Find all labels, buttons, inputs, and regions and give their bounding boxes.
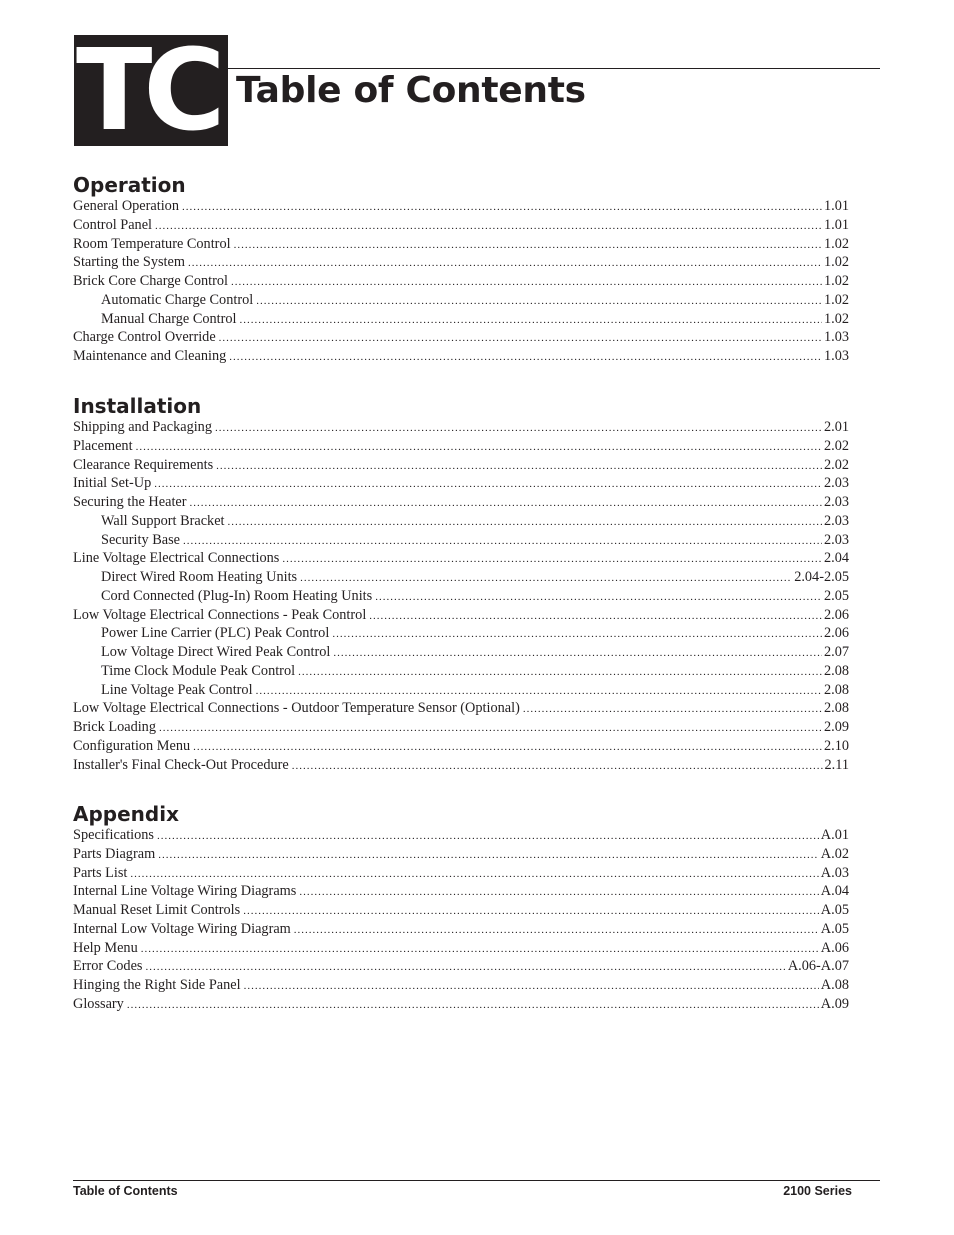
- dot-leader: [243, 902, 819, 921]
- toc-list: [73, 418, 849, 774]
- toc-entry[interactable]: [73, 474, 849, 493]
- dot-leader: [333, 644, 822, 663]
- toc-entry[interactable]: [73, 328, 849, 347]
- toc-entry-page: A.06-A.07: [787, 958, 849, 975]
- toc-entry-label: Automatic Charge Control: [101, 291, 254, 308]
- footer-rule: [73, 1180, 880, 1181]
- toc-entry-page: 2.11: [824, 756, 849, 773]
- toc-entry-label: Help Menu: [73, 939, 138, 956]
- dot-leader: [155, 217, 822, 236]
- toc-entry-page: 2.09: [823, 719, 849, 735]
- toc-list: [73, 826, 849, 1014]
- toc-entry[interactable]: [73, 437, 849, 456]
- toc-entry-page: A.06: [820, 939, 849, 956]
- toc-entry-label: Line Voltage Electrical Connections: [73, 550, 280, 567]
- toc-entry-page: A.09: [820, 995, 849, 1012]
- toc-entry-page: 2.03: [823, 512, 849, 529]
- footer-series: 2100 Series: [783, 1184, 852, 1198]
- toc-entry[interactable]: [73, 939, 849, 958]
- toc-entry[interactable]: [73, 606, 849, 625]
- toc-list: [73, 197, 849, 366]
- toc-entry-page: 2.06: [823, 625, 849, 642]
- toc-entry-label: Placement: [73, 437, 133, 454]
- dot-leader: [158, 846, 819, 865]
- dot-leader: [294, 921, 819, 940]
- section-installation: [73, 394, 849, 774]
- toc-entry-page: 2.04: [823, 550, 849, 567]
- dot-leader: [183, 532, 822, 551]
- toc-entry-page: 2.03: [823, 494, 849, 510]
- toc-entry[interactable]: [73, 882, 849, 901]
- toc-entry[interactable]: [73, 587, 849, 606]
- dot-leader: [298, 663, 822, 682]
- tc-badge-text: TC: [76, 35, 217, 146]
- dot-leader: [219, 329, 822, 348]
- dot-leader: [130, 865, 818, 884]
- toc-entry[interactable]: [73, 662, 849, 681]
- toc-entry-page: 1.02: [823, 273, 849, 289]
- toc-entry-label: Installer's Final Check-Out Procedure: [73, 756, 289, 773]
- toc-entry[interactable]: [73, 995, 849, 1014]
- toc-entry-page: 2.08: [823, 662, 849, 679]
- toc-entry[interactable]: [73, 718, 849, 737]
- dot-leader: [182, 198, 822, 217]
- toc-entry-label: Internal Line Voltage Wiring Diagrams: [73, 883, 297, 900]
- toc-entry-page: A.02: [820, 845, 849, 862]
- section-heading: Installation: [73, 394, 202, 418]
- dot-leader: [136, 438, 822, 457]
- toc-entry[interactable]: [73, 493, 849, 512]
- toc-entry-label: Specifications: [73, 827, 154, 843]
- toc-entry[interactable]: [73, 864, 849, 883]
- toc-entry-label: Room Temperature Control: [73, 235, 231, 252]
- toc-entry-label: Internal Low Voltage Wiring Diagram: [73, 920, 291, 937]
- dot-leader: [231, 273, 822, 292]
- toc-entry-page: 2.02: [823, 456, 849, 473]
- dot-leader: [300, 569, 792, 588]
- toc-entry[interactable]: [73, 624, 849, 643]
- toc-entry-page: 1.03: [823, 348, 849, 364]
- dot-leader: [234, 236, 822, 255]
- toc-entry-page: A.05: [820, 902, 849, 918]
- dot-leader: [240, 311, 822, 330]
- toc-entry-label: Security Base: [101, 531, 181, 548]
- toc-entry-label: Manual Charge Control: [101, 310, 237, 327]
- toc-entry-page: 2.02: [823, 437, 849, 454]
- toc-entry-page: 2.01: [823, 419, 849, 435]
- toc-entry-label: Parts Diagram: [73, 845, 156, 862]
- toc-entry[interactable]: [73, 531, 849, 550]
- toc-entry[interactable]: [73, 347, 849, 366]
- toc-entry-page: A.05: [820, 920, 849, 937]
- section-operation: [73, 173, 849, 366]
- dot-leader: [299, 883, 818, 902]
- section-appendix: [73, 802, 849, 1014]
- toc-entry-label: Low Voltage Electrical Connections - Peak Control: [73, 606, 367, 623]
- dot-leader: [523, 700, 822, 719]
- toc-entry[interactable]: [73, 920, 849, 939]
- dot-leader: [375, 588, 822, 607]
- toc-entry-label: Power Line Carrier (PLC) Peak Control: [101, 625, 330, 642]
- toc-entry-label: Shipping and Packaging: [73, 419, 212, 435]
- toc-entry-label: Control Panel: [73, 216, 153, 233]
- toc-entry-page: A.04: [820, 883, 849, 900]
- toc-entry[interactable]: [73, 272, 849, 291]
- toc-entry-page: A.01: [820, 827, 849, 843]
- dot-leader: [188, 254, 822, 273]
- dot-leader: [256, 682, 822, 701]
- toc-entry[interactable]: [73, 549, 849, 568]
- toc-entry-label: Starting the System: [73, 254, 185, 271]
- toc-entry-label: Low Voltage Direct Wired Peak Control: [101, 644, 331, 660]
- toc-entry-label: Line Voltage Peak Control: [101, 681, 253, 698]
- toc-entry-page: 2.10: [823, 737, 849, 754]
- dot-leader: [159, 719, 822, 738]
- toc-entry-page: 1.01: [823, 216, 849, 233]
- toc-entry[interactable]: [73, 976, 849, 995]
- dot-leader: [292, 757, 823, 776]
- toc-entry-page: 1.02: [823, 291, 849, 308]
- toc-entry-label: Clearance Requirements: [73, 456, 214, 473]
- toc-entry[interactable]: [73, 512, 849, 531]
- toc-entry-label: Wall Support Bracket: [101, 512, 225, 529]
- toc-entry-label: Time Clock Module Peak Control: [101, 662, 296, 679]
- toc-entry-label: Cord Connected (Plug-In) Room Heating Units: [101, 587, 373, 604]
- dot-leader: [332, 625, 822, 644]
- toc-entry-page: 1.02: [823, 235, 849, 252]
- toc-entry[interactable]: [73, 643, 849, 662]
- toc-entry-label: Error Codes: [73, 958, 143, 975]
- toc-entry-page: 2.03: [823, 531, 849, 548]
- dot-leader: [215, 419, 822, 438]
- dot-leader: [154, 475, 822, 494]
- toc-entry[interactable]: [73, 310, 849, 329]
- toc-entry[interactable]: [73, 568, 849, 587]
- toc-entry-label: Low Voltage Electrical Connections - Outdoor Temperature Sensor (Optional): [73, 700, 520, 717]
- toc-entry-page: 1.03: [823, 329, 849, 346]
- toc-entry-page: 2.07: [823, 644, 849, 660]
- dot-leader: [157, 827, 819, 846]
- toc-entry[interactable]: [73, 291, 849, 310]
- toc-entry-page: 2.08: [823, 700, 849, 717]
- toc-entry-label: Manual Reset Limit Controls: [73, 902, 241, 918]
- toc-entry-label: General Operation: [73, 198, 179, 214]
- dot-leader: [127, 996, 819, 1015]
- toc-entry[interactable]: [73, 197, 849, 216]
- toc-entry[interactable]: [73, 845, 849, 864]
- toc-entry-label: Securing the Heater: [73, 494, 187, 510]
- dot-leader: [190, 494, 822, 513]
- section-heading: Operation: [73, 173, 186, 197]
- page-title: Table of Contents: [236, 70, 586, 111]
- toc-entry-label: Charge Control Override: [73, 329, 216, 346]
- toc-entry-label: Configuration Menu: [73, 737, 191, 754]
- toc-entry-page: 2.05: [823, 587, 849, 604]
- dot-leader: [244, 977, 819, 996]
- toc-entry-label: Parts List: [73, 864, 128, 881]
- toc-entry-page: 2.03: [823, 475, 849, 492]
- toc-entry-label: Direct Wired Room Heating Units: [101, 569, 298, 585]
- toc-entry[interactable]: [73, 418, 849, 437]
- toc-entry[interactable]: [73, 901, 849, 920]
- toc-entry-page: 1.02: [823, 254, 849, 271]
- toc-entry[interactable]: [73, 216, 849, 235]
- toc-entry-page: A.03: [820, 864, 849, 881]
- dot-leader: [141, 940, 819, 959]
- toc-entry[interactable]: [73, 737, 849, 756]
- tc-badge: [74, 35, 228, 146]
- dot-leader: [228, 513, 822, 532]
- toc-entry[interactable]: [73, 681, 849, 700]
- toc-entry[interactable]: [73, 456, 849, 475]
- dot-leader: [229, 348, 822, 367]
- dot-leader: [282, 550, 822, 569]
- toc-entry-page: 2.06: [823, 606, 849, 623]
- toc-entry[interactable]: [73, 957, 849, 976]
- toc-entry-page: A.08: [820, 977, 849, 993]
- toc-entry[interactable]: [73, 699, 849, 718]
- toc-entry-label: Maintenance and Cleaning: [73, 348, 227, 364]
- toc-entry-label: Brick Loading: [73, 719, 156, 735]
- section-heading: Appendix: [73, 802, 179, 826]
- toc-entry[interactable]: [73, 253, 849, 272]
- footer-title: Table of Contents: [73, 1184, 178, 1198]
- toc-entry-page: 2.08: [823, 681, 849, 698]
- toc-entry-page: 1.01: [823, 198, 849, 214]
- toc-entry[interactable]: [73, 826, 849, 845]
- dot-leader: [216, 457, 822, 476]
- toc-entry[interactable]: [73, 235, 849, 254]
- dot-leader: [145, 958, 785, 977]
- dot-leader: [256, 292, 822, 311]
- toc-entry-label: Brick Core Charge Control: [73, 273, 228, 289]
- toc-entry-label: Hinging the Right Side Panel: [73, 977, 241, 993]
- dot-leader: [193, 738, 822, 757]
- toc-entry-page: 1.02: [823, 310, 849, 327]
- toc-entry[interactable]: [73, 756, 849, 775]
- toc-entry-label: Glossary: [73, 995, 124, 1012]
- toc-entry-page: 2.04-2.05: [794, 569, 849, 585]
- toc-entry-label: Initial Set-Up: [73, 475, 152, 492]
- dot-leader: [369, 607, 822, 626]
